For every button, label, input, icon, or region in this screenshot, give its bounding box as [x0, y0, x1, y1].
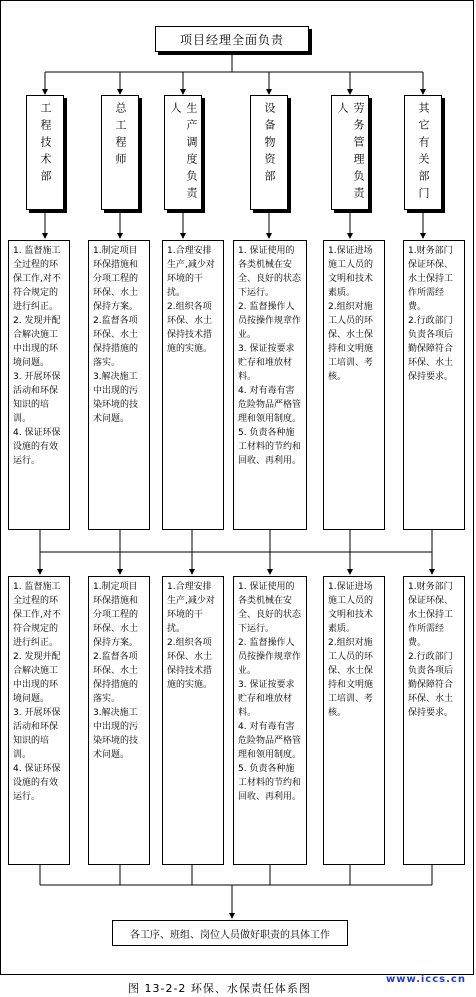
- duty-production-dispatch: 1.合理安排生产,减少对环境的干扰。 2.组织各项环保、水土保持技术措施的实施。: [162, 240, 224, 530]
- dept-other: 其它有关部门: [404, 95, 442, 210]
- dept-equipment-materials: 设备物资部: [250, 95, 288, 210]
- duty-engineering-tech-copy: 1. 监督施工全过程的环保工作,对不符合规定的进行纠正。 2. 发现并配合解决施工中出现的环境问题。 3. 开展环保活动和环保知识的培训。 4. 保证环保设施的有效运行。: [8, 576, 70, 865]
- duty-chief-engineer: 1.制定项目环保措施和分项工程的环保、水土保持方案。 2.监督各项环保、水土保持措施的落实。 3.解决施工中出现的污染环境的技术问题。: [88, 240, 150, 530]
- duty-engineering-tech: 1. 监督施工全过程的环保工作,对不符合规定的进行纠正。 2. 发现并配合解决施工中出现的环境问题。 3. 开展环保活动和环保知识的培训。 4. 保证环保设施的有效运行。: [8, 240, 70, 530]
- duty-other: 1.财务部门保证环保、水土保持工作所需经费。 2.行政部门负责各项后勤保障符合环保、水土保持要求。: [403, 240, 465, 530]
- dept-labor-management: 劳务管理负责人: [331, 95, 369, 210]
- watermark: www.iccs.cn: [386, 974, 466, 985]
- duty-labor-management-copy: 1.保证进场施工人员的文明和技术素质。 2.组织对施工人员的环保、水土保持和文明施工培训、考核。: [323, 576, 385, 865]
- duty-other-copy: 1.财务部门保证环保、水土保持工作所需经费。 2.行政部门负责各项后勤保障符合环保、水土保持要求。: [403, 576, 465, 865]
- duty-equipment-materials-copy: 1. 保证使用的各类机械在安全、良好的状态下运行。 2. 监督操作人员按操作规章作业。 3. 保证按要求贮存和堆放材料。 4. 对有毒有害危险物品严格管理和领用制度。 5. 负责各种施工材料的节约和回收、再利用。: [233, 576, 307, 865]
- dept-engineering-tech: 工程技术部: [26, 95, 64, 210]
- dept-production-dispatch: 生产调度负责人: [164, 95, 202, 210]
- figure-caption: 图 13-2-2 环保、水保责任体系图: [128, 982, 311, 995]
- duty-production-dispatch-copy: 1.合理安排生产,减少对环境的干扰。 2.组织各项环保、水土保持技术措施的实施。: [162, 576, 224, 865]
- duty-equipment-materials: 1. 保证使用的各类机械在安全、良好的状态下运行。 2. 监督操作人员按操作规章作业。 3. 保证按要求贮存和堆放材料。 4. 对有毒有害危险物品严格管理和领用制度。 5. 负责各种施工材料的节约和回收、再利用。: [233, 240, 307, 530]
- duty-labor-management: 1.保证进场施工人员的文明和技术素质。 2.组织对施工人员的环保、水土保持和文明施工培训、考核。: [323, 240, 385, 530]
- project-manager-box: 项目经理全面负责: [155, 26, 309, 52]
- dept-chief-engineer: 总工程师: [101, 95, 139, 210]
- duty-chief-engineer-copy: 1.制定项目环保措施和分项工程的环保、水土保持方案。 2.监督各项环保、水土保持措施的落实。 3.解决施工中出现的污染环境的技术问题。: [88, 576, 150, 865]
- frontline-staff-box: 各工序、班组、岗位人员做好职责的具体工作: [112, 920, 348, 946]
